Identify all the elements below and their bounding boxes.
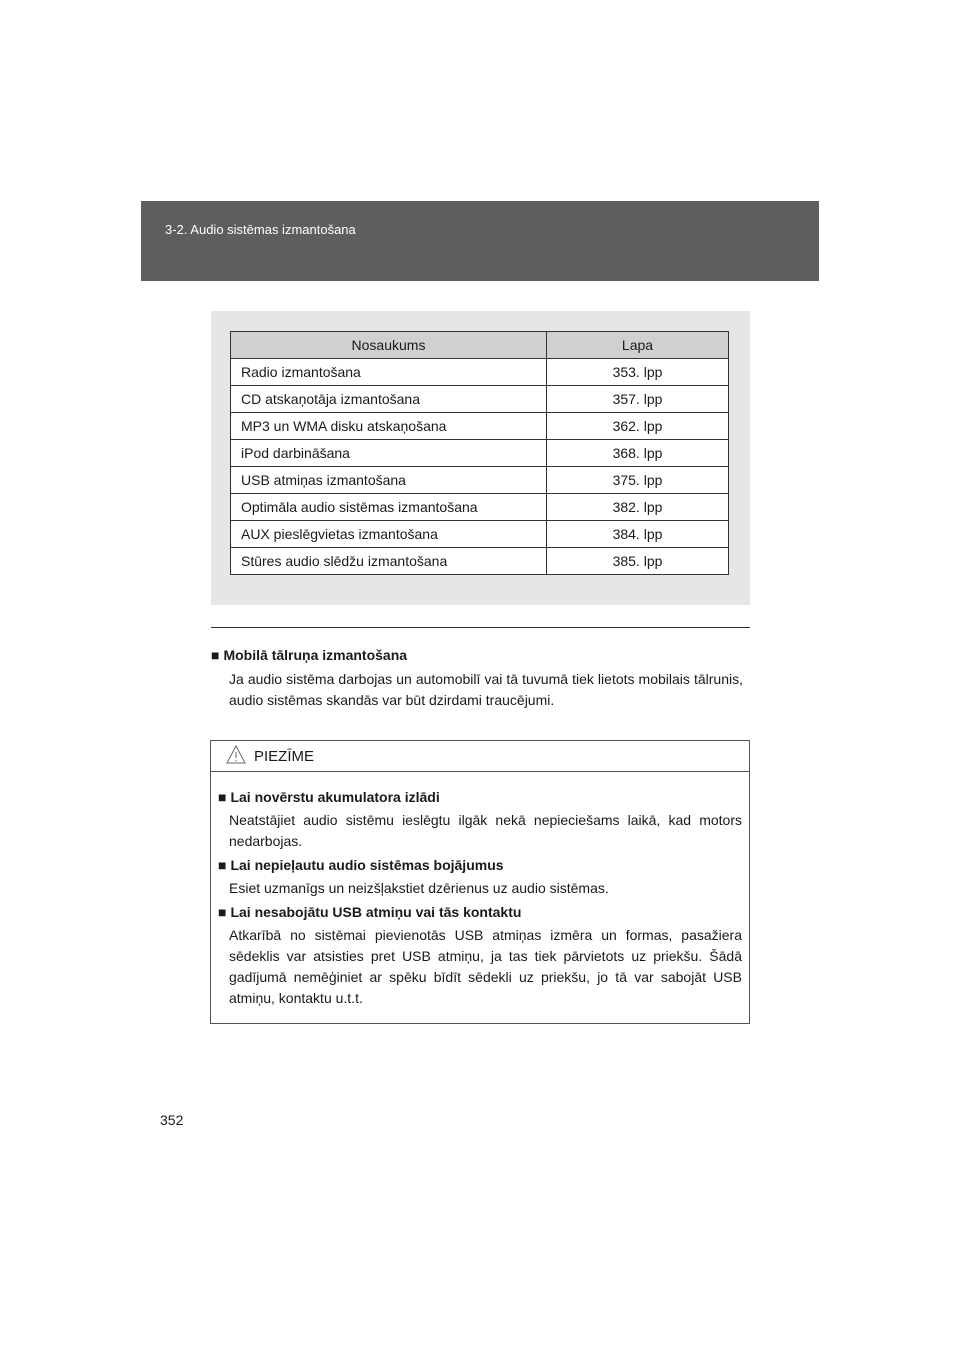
notice-title: PIEZĪME [254,748,315,765]
bullet-square: ■ [218,789,227,805]
row-name: Optimāla audio sistēmas izmantošana [231,494,547,521]
row-page: 362. lpp [547,413,729,440]
row-name: Stūres audio slēdžu izmantošana [231,548,547,575]
section-header [141,201,819,281]
notice-body [211,772,749,1009]
table-header-row [231,332,729,359]
table-panel [211,311,750,605]
notice-title-bar [211,741,749,772]
notice-item-heading [218,787,742,807]
notice-item-text: Esiet uzmanīgs un neizšļakstiet dzērienus uz audio sistēmas. [229,880,609,896]
column-header-name: Nosaukums [231,332,547,359]
table-row [231,467,729,494]
row-page: 375. lpp [547,467,729,494]
notice-item-heading-text: Lai nesabojātu USB atmiņu vai tās kontaktu [230,904,522,920]
row-name: CD atskaņotāja izmantošana [231,386,547,413]
notice-item-heading [218,902,742,922]
mobile-heading [211,645,750,665]
mobile-heading-text: Mobilā tālruņa izmantošana [223,647,408,663]
bullet-square: ■ [218,857,227,873]
row-page: 382. lpp [547,494,729,521]
row-page: 353. lpp [547,359,729,386]
mobile-phone-section [211,645,750,711]
row-name: MP3 un WMA disku atskaņošana [231,413,547,440]
column-header-page: Lapa [547,332,729,359]
bullet-square: ■ [211,647,220,663]
row-page: 357. lpp [547,386,729,413]
notice-item-heading [218,855,742,875]
notice-item-text: Neatstājiet audio sistēmu ieslēgtu ilgāk nekā nepieciešams laikā, kad motors nedarbojas. [229,812,742,849]
row-page: 385. lpp [547,548,729,575]
table-row [231,521,729,548]
row-name: USB atmiņas izmantošana [231,467,547,494]
notice-item-heading-text: Lai nepieļautu audio sistēmas bojājumus [230,857,504,873]
section-title: 3-2. Audio sistēmas izmantošana [165,222,356,237]
notice-item-text: Atkarībā no sistēmai pievienotās USB atmiņas izmēra un formas, pasažiera sēdeklis var atsisties pret USB atmiņu, ja tas tiek pārvietots uz priekšu. Šādā gadījumā nemēģiniet ar spēku bīdīt sēdekli uz priekšu, jo tā var sabojāt USB atmiņu, kontaktu u.t.t. [229,927,742,1006]
page-number: 352 [160,1112,184,1128]
table-row [231,440,729,467]
table-row [231,359,729,386]
row-page: 368. lpp [547,440,729,467]
row-name: iPod darbināšana [231,440,547,467]
bullet-square: ■ [218,904,227,920]
table-row [231,413,729,440]
row-name: Radio izmantošana [231,359,547,386]
table-row [231,386,729,413]
row-page: 384. lpp [547,521,729,548]
row-name: AUX pieslēgvietas izmantošana [231,521,547,548]
notice-box [210,740,750,1024]
mobile-text: Ja audio sistēma darbojas un automobilī vai tā tuvumā tiek lietots mobilais tālrunis, audio sistēmas skandās var būt dzirdami traucējumi. [229,671,743,708]
table-row [231,548,729,575]
warning-triangle-icon [226,745,246,764]
section-divider [211,627,750,628]
table-row [231,494,729,521]
contents-table [230,331,729,575]
notice-item-heading-text: Lai novērstu akumulatora izlādi [230,789,440,805]
